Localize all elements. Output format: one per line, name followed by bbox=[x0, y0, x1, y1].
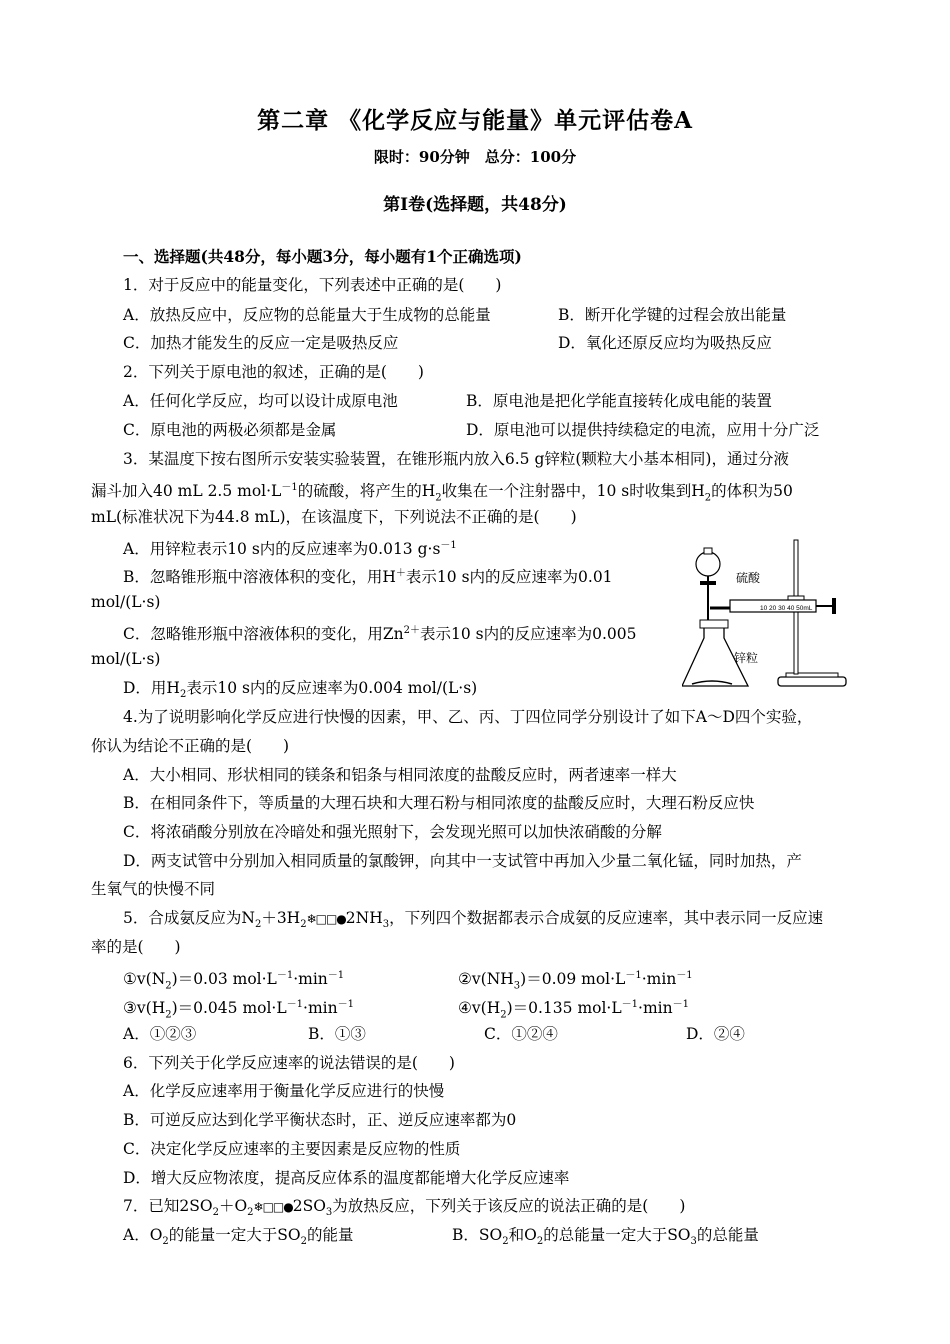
page-title: 第二章 《化学反应与能量》单元评估卷A bbox=[257, 107, 693, 134]
q1-stem: 1．对于反应中的能量变化，下列表述中正确的是( ) bbox=[123, 276, 502, 294]
q3-line-2: 漏斗加入40 mL 2.5 $mol\cdot L^{-1}$的硫酸，将产生的$H_2$收集在一个注射器中，10 s时收集到$H_2$的体积为50 bbox=[91, 482, 793, 504]
q5-data-3: $③v(H_2)=0.045$ $mol\cdot L^{-1}\cdot\min^{-1}$ bbox=[123, 999, 354, 1021]
q3-option-c: C．忽略锥形瓶中溶液体积的变化，用$Zn^{2+}$表示10 s内的反应速率为0.005 bbox=[123, 625, 637, 644]
q3-option-b-cont: mol/(L·s) bbox=[91, 593, 161, 611]
flask-stopper bbox=[700, 620, 728, 628]
q2-option-a: A．任何化学反应，均可以设计成原电池 bbox=[123, 392, 398, 410]
part-heading: 第Ⅰ卷(选择题，共48分) bbox=[383, 195, 567, 215]
q3-option-a: A．用锌粒表示10 s内的反应速率为0.013 $g\cdot s^{-1}$ bbox=[123, 540, 457, 559]
q1-option-c: C．加热才能发生的反应一定是吸热反应 bbox=[123, 334, 399, 352]
q1-option-b: B．断开化学键的过程会放出能量 bbox=[558, 306, 787, 324]
q2-option-b: B．原电池是把化学能直接转化成电能的装置 bbox=[466, 392, 772, 410]
q5-option-d: D．②④ bbox=[686, 1025, 745, 1043]
q2-option-d: D．原电池可以提供持续稳定的电流，应用十分广泛 bbox=[466, 421, 820, 439]
q7-stem: 7．已知$2SO_2+O_2❄□□●2SO_3$为放热反应，下列关于该反应的说法正确的是( ) bbox=[123, 1197, 686, 1219]
q6-option-d: D．增大反应物浓度，提高反应体系的温度都能增大化学反应速率 bbox=[123, 1169, 570, 1187]
q4-option-d: D．两支试管中分别加入相同质量的氯酸钾，向其中一支试管中再加入少量二氧化锰，同时加热，产 bbox=[123, 852, 802, 870]
q3-line-3: mL(标准状况下为44.8 mL)，在该温度下，下列说法不正确的是( ) bbox=[91, 508, 577, 526]
q5-data-4: $④v(H_2)=0.135$ $mol\cdot L^{-1}\cdot\min^{-1}$ bbox=[458, 999, 689, 1021]
q3-line-1: 3．某温度下按右图所示安装实验装置，在锥形瓶内放入6.5 g锌粒(颗粒大小基本相同)，通过分液 bbox=[123, 450, 789, 468]
q2-option-c: C．原电池的两极必须都是金属 bbox=[123, 421, 337, 439]
q5-option-a: A．①②③ bbox=[123, 1025, 197, 1043]
q7-option-a: A．$O_2$的能量一定大于$SO_2$的能量 bbox=[123, 1226, 354, 1248]
section-heading: 一、选择题(共48分，每小题3分，每小题有1个正确选项) bbox=[123, 247, 522, 266]
apparatus-figure bbox=[682, 534, 862, 694]
q5-data-1: $①v(N_2)=0.03$ $mol\cdot L^{-1}\cdot\min^{-1}$ bbox=[123, 970, 345, 992]
q6-option-b: B．可逆反应达到化学平衡状态时，正、逆反应速率都为0 bbox=[123, 1111, 517, 1129]
funnel-stopcock bbox=[700, 581, 716, 585]
stand-base bbox=[778, 677, 846, 686]
sulfuric-acid-label: 硫酸 bbox=[736, 571, 761, 585]
q4-option-b: B．在相同条件下，等质量的大理石块和大理石粉与相同浓度的盐酸反应时，大理石粉反应快 bbox=[123, 794, 755, 812]
syringe-scale: 10 20 30 40 50mL bbox=[760, 605, 813, 612]
q3-option-d: D．用$H_2$表示10 s内的反应速率为0.004 mol/(L·s) bbox=[123, 679, 478, 701]
q6-stem: 6．下列关于化学反应速率的说法错误的是( ) bbox=[123, 1054, 455, 1072]
separatory-funnel bbox=[696, 552, 720, 576]
q5-option-c: C．①②④ bbox=[484, 1025, 558, 1043]
q3-option-b: B．忽略锥形瓶中溶液体积的变化，用H＋表示10 s内的反应速率为0.01 bbox=[123, 568, 613, 587]
q5-line-2: 率的是( ) bbox=[91, 938, 181, 956]
q4-option-c: C．将浓硝酸分别放在冷暗处和强光照射下，会发现光照可以加快浓硝酸的分解 bbox=[123, 823, 662, 841]
q4-option-a: A．大小相同、形状相同的镁条和铝条与相同浓度的盐酸反应时，两者速率一样大 bbox=[123, 766, 677, 784]
q1-option-d: D．氧化还原反应均为吸热反应 bbox=[558, 334, 772, 352]
q4-line-2: 你认为结论不正确的是( ) bbox=[91, 737, 290, 755]
q5-data-2: $②v(NH_3)=0.09$ $mol\cdot L^{-1}\cdot\min^{-1}$ bbox=[458, 970, 693, 992]
zinc-label: 锌粒 bbox=[734, 651, 759, 665]
q6-option-c: C．决定化学反应速率的主要因素是反应物的性质 bbox=[123, 1140, 461, 1158]
q7-option-b: B．$SO_2$和$O_2$的总能量一定大于$SO_3$的总能量 bbox=[452, 1226, 759, 1248]
q4-line-1: 4.为了说明影响化学反应进行快慢的因素，甲、乙、丙、丁四位同学分别设计了如下A～D四个实验， bbox=[123, 708, 813, 726]
q6-option-a: A．化学反应速率用于衡量化学反应进行的快慢 bbox=[123, 1082, 445, 1100]
q5-line-1: 5．合成氨反应为$N_2+3H_2❄□□●2NH_3$，下列四个数据都表示合成氨的反应速率，其中表示同一反应速 bbox=[123, 909, 824, 931]
q3-option-c-cont: mol/(L·s) bbox=[91, 650, 161, 668]
q4-option-d-cont: 生氧气的快慢不同 bbox=[91, 880, 216, 898]
syringe-handle bbox=[832, 598, 836, 614]
q5-option-b: B．①③ bbox=[308, 1025, 366, 1043]
q2-stem: 2．下列关于原电池的叙述，正确的是( ) bbox=[123, 363, 424, 381]
funnel-stopper bbox=[704, 548, 712, 554]
q1-option-a: A．放热反应中，反应物的总能量大于生成物的总能量 bbox=[123, 306, 491, 324]
time-score-info: 限时：90分钟 总分：100分 bbox=[373, 148, 577, 166]
